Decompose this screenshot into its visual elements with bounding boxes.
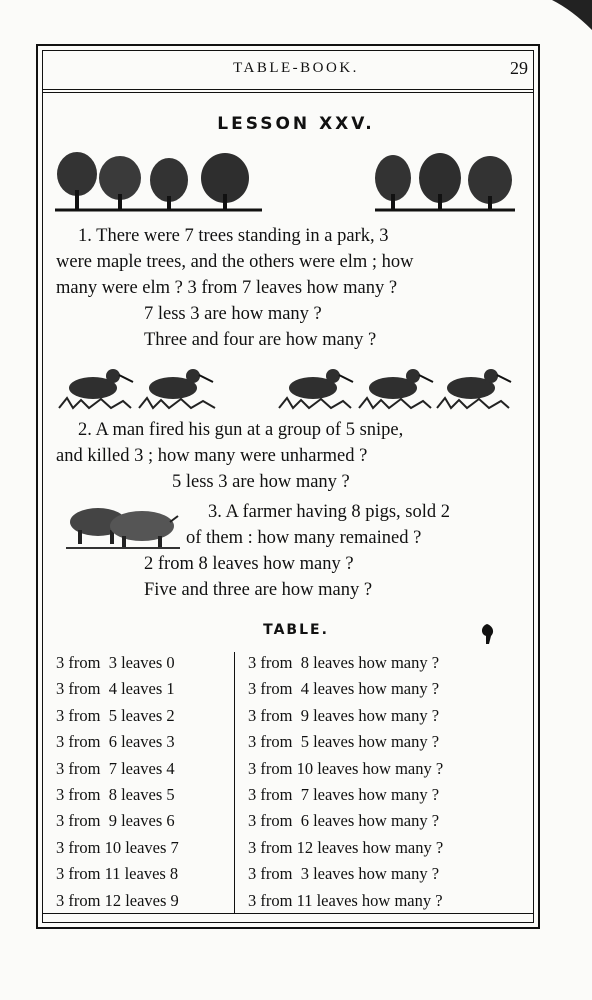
pigs-illustration: [64, 498, 182, 554]
tree-icon: [419, 153, 461, 210]
snipe-illustration: [55, 358, 515, 414]
table-left-row: 3 from 4 leaves 1: [56, 679, 175, 699]
table-right-row: 3 from 8 leaves how many ?: [248, 653, 440, 672]
table-right-row: 3 from 12 leaves how many ?: [248, 837, 444, 857]
lesson-title: LESSON XXV.: [217, 114, 375, 134]
problem-3-line-3: 2 from 8 leaves how many ?: [144, 554, 354, 574]
table-left-row: 3 from 7 leaves 4: [56, 758, 175, 778]
problem-1-line-3: many were elm ? 3 from 7 leaves how many ?: [56, 278, 398, 298]
problem-2-line-1: 2. A man fired his gun at a group of 5 snipe,: [78, 420, 404, 440]
snipe-bird-icon: [279, 369, 353, 408]
table-column-divider: [234, 652, 235, 914]
table-left-row: 3 from 3 leaves 0: [56, 653, 175, 672]
table-right-row: 3 from 6 leaves how many ?: [248, 811, 440, 831]
table-left-row: 3 from 5 leaves 2: [56, 705, 175, 725]
table-left-row: 3 from 12 leaves 9: [56, 890, 179, 910]
tree-icon: [201, 153, 249, 210]
tree-icon: [375, 155, 411, 210]
tree-icon: [57, 152, 97, 210]
table-right-row: 3 from 5 leaves how many ?: [248, 732, 440, 752]
tree-icon: [99, 156, 141, 210]
page-corner-shadow: [552, 0, 592, 30]
pig-icon: [110, 511, 178, 548]
table-right-row: 3 from 3 leaves how many ?: [248, 864, 440, 884]
table-left-row: 3 from 9 leaves 6: [56, 811, 175, 831]
snipe-bird-icon: [59, 369, 133, 408]
table-right-row: 3 from 10 leaves how many ?: [248, 758, 444, 778]
table-right-row: 3 from 4 leaves how many ?: [248, 679, 440, 699]
problem-3-line-1: 3. A farmer having 8 pigs, sold 2: [208, 502, 451, 522]
snipe-bird-icon: [139, 369, 215, 408]
trees-illustration: [55, 150, 515, 216]
table-left-row: 3 from 8 leaves 5: [56, 785, 175, 804]
table-left-row: 3 from 10 leaves 7: [56, 837, 179, 857]
problem-3-line-2: of them : how many remained ?: [186, 528, 422, 548]
problem-1-line-5: Three and four are how many ?: [144, 330, 377, 350]
table-right-row: 3 from 9 leaves how many ?: [248, 705, 440, 725]
footer-rule: [42, 913, 534, 914]
header-rule: [42, 89, 534, 90]
snipe-bird-icon: [359, 369, 433, 408]
problem-2-line-3: 5 less 3 are how many ?: [172, 472, 350, 492]
tree-icon: [150, 158, 188, 210]
problem-1-line-2: were maple trees, and the others were elm ; how: [56, 252, 414, 272]
running-title: TABLE-BOOK.: [233, 60, 359, 76]
tree-icon: [468, 156, 512, 210]
snipe-bird-icon: [437, 369, 511, 408]
problem-1-line-1: 1. There were 7 trees standing in a park, 3: [78, 226, 389, 246]
problem-1-line-4: 7 less 3 are how many ?: [144, 304, 322, 324]
problem-3-line-4: Five and three are how many ?: [144, 580, 373, 600]
table-right-row: 3 from 11 leaves how many ?: [248, 890, 443, 910]
ink-blot: [478, 622, 496, 646]
table-right-row: 3 from 7 leaves how many ?: [248, 785, 440, 804]
page-number: 29: [510, 58, 528, 78]
table-left-row: 3 from 11 leaves 8: [56, 864, 179, 884]
problem-2-line-2: and killed 3 ; how many were unharmed ?: [56, 446, 368, 466]
table-left-row: 3 from 6 leaves 3: [56, 732, 175, 752]
header-rule-double: [42, 92, 534, 93]
table-heading: TABLE.: [263, 622, 329, 638]
